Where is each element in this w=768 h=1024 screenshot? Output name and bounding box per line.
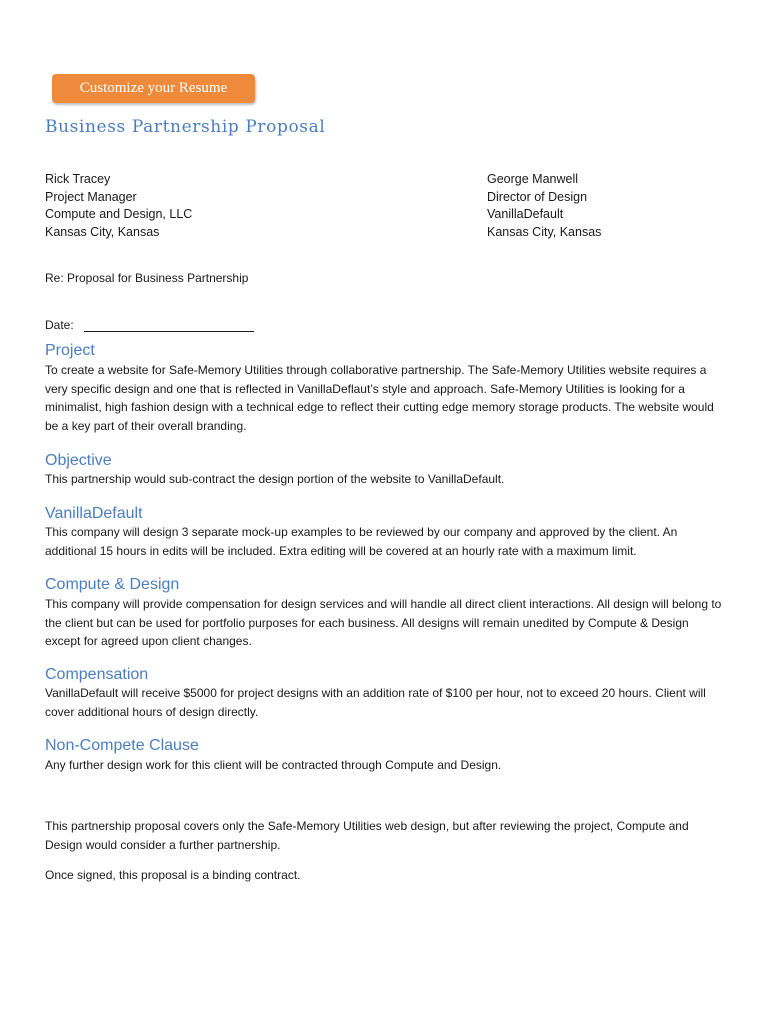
section-heading-project: Project — [45, 342, 95, 359]
section-body-compensation: VanillaDefault will receive $5000 for project designs with an addition rate of $100 per hour, not to exceed 20 hours. Client will cover additional hours of design directly. — [45, 686, 706, 719]
recipient-role: Director of Design — [487, 189, 588, 204]
section-body-non-compete: Any further design work for this client will be contracted through Compute and Design. — [45, 758, 502, 772]
recipient-address-block — [487, 171, 601, 241]
recipient-city: Kansas City, Kansas — [487, 224, 602, 239]
date-label: Date: — [45, 318, 74, 332]
section-heading-non-compete: Non-Compete Clause — [45, 737, 199, 754]
date-row — [45, 314, 254, 332]
closing-binding-statement: Once signed, this proposal is a binding contract. — [45, 868, 301, 882]
section-body-vanilladefault: This company will design 3 separate mock-up examples to be reviewed by our company and approved by the client. An additional 15 hours in edits will be included. Extra editing will be covered at an hourly rate with a maximum limit. — [45, 525, 678, 558]
section-body-compute-design: This company will provide compensation for design services and will handle all direct client interactions. All design will belong to the client but can be used for portfolio purposes for each business. All designs will remain unedited by Compute & Design except for agreed upon client changes. — [45, 597, 722, 649]
sender-city: Kansas City, Kansas — [45, 224, 160, 239]
recipient-company: VanillaDefault — [487, 207, 564, 222]
sender-address-block — [45, 171, 192, 241]
sender-name: Rick Tracey — [45, 172, 111, 186]
subject-line: Re: Proposal for Business Partnership — [45, 271, 249, 285]
section-body-objective: This partnership would sub-contract the design portion of the website to VanillaDefault. — [45, 472, 505, 486]
closing-paragraph: This partnership proposal covers only the Safe-Memory Utilities web design, but after reviewing the project, Compute and Design would consider a further partnership. — [45, 819, 689, 852]
section-heading-compensation: Compensation — [45, 666, 149, 683]
customize-resume-button[interactable]: Customize your Resume — [52, 74, 255, 103]
recipient-name: George Manwell — [487, 172, 579, 186]
sender-role: Project Manager — [45, 189, 137, 204]
document-title: Business Partnership Proposal — [45, 117, 326, 137]
section-body-project: To create a website for Safe-Memory Utilities through collaborative partnership. The Safe-Memory Utilities website requires a very specific design and one that is reflected in VanillaDeflaut’s style and approach. Safe-Memory Utilities is looking for a minimalist, high fashion design with a technical edge to reflect their cutting edge memory storage products. The website would be a key part of their overall branding. — [45, 363, 714, 434]
sender-company: Compute and Design, LLC — [45, 207, 193, 222]
section-heading-vanilladefault: VanillaDefault — [45, 505, 143, 522]
section-heading-objective: Objective — [45, 452, 112, 469]
date-signature-line — [84, 314, 254, 332]
section-heading-compute-design: Compute & Design — [45, 576, 180, 593]
